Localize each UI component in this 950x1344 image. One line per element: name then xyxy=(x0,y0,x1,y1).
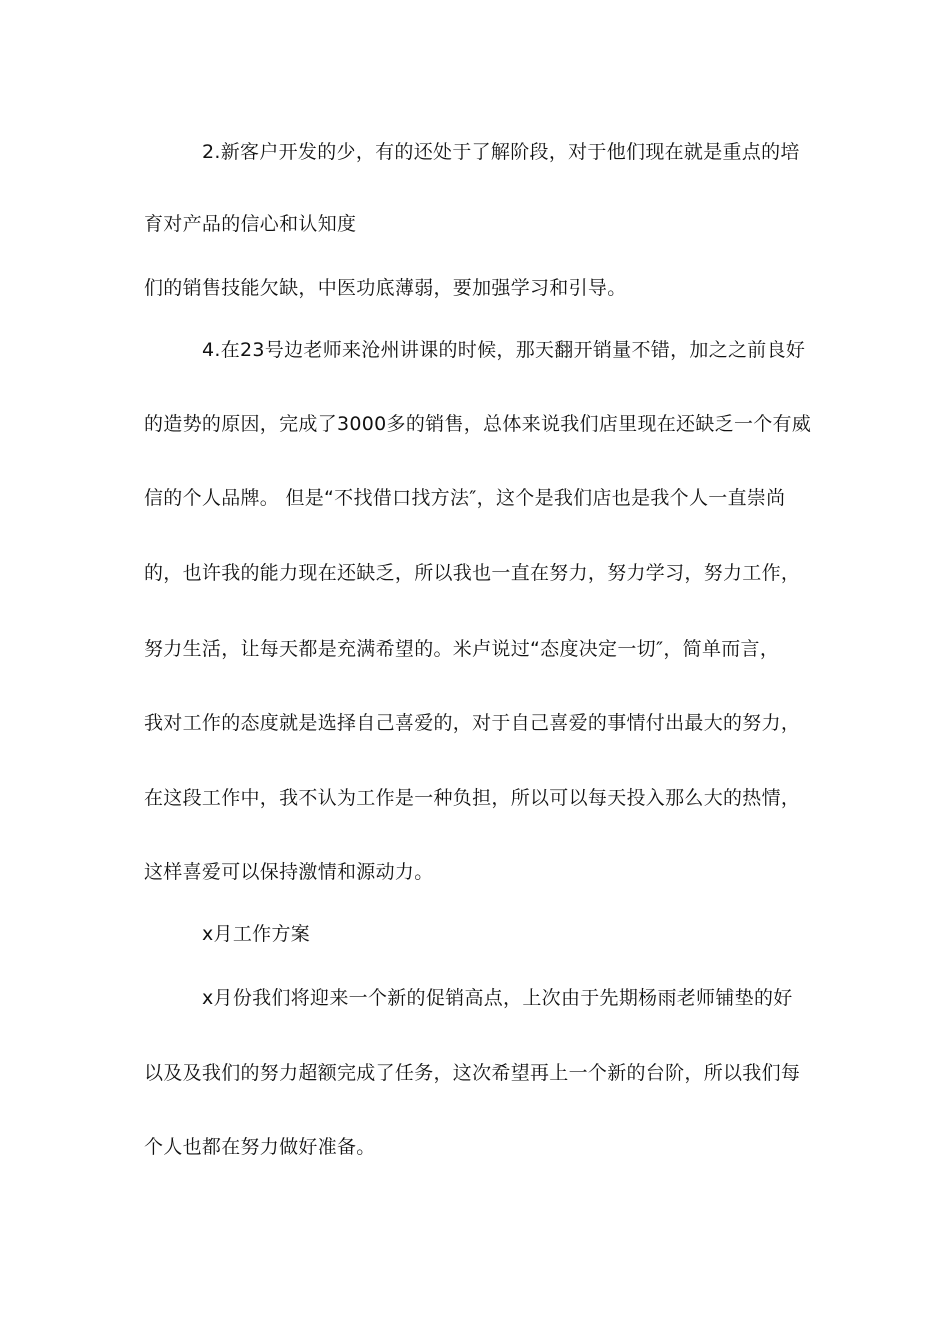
paragraph-line: 在这段工作中，我不认为工作是一种负担，所以可以每天投入那么大的热情， xyxy=(144,787,801,809)
paragraph-line: 以及及我们的努力超额完成了任务，这次希望再上一个新的台阶，所以我们每 xyxy=(144,1062,801,1084)
paragraph-line: 2.新客户开发的少，有的还处于了解阶段，对于他们现在就是重点的培 xyxy=(202,141,800,163)
paragraph-line: 信的个人品牌。 但是“不找借口找方法″，这个是我们店也是我个人一直崇尚 xyxy=(144,487,786,509)
paragraph-line: 的，也许我的能力现在还缺乏，所以我也一直在努力，努力学习，努力工作， xyxy=(144,562,801,584)
paragraph-line: 育对产品的信心和认知度 xyxy=(144,213,357,235)
paragraph-line: 4.在23号边老师来沧州讲课的时候，那天翻开销量不错，加之之前良好 xyxy=(202,339,806,361)
paragraph-line: 的造势的原因，完成了3000多的销售，总体来说我们店里现在还缺乏一个有威 xyxy=(144,413,812,435)
paragraph-line: 努力生活，让每天都是充满希望的。米卢说过“态度决定一切″，简单而言， xyxy=(144,638,780,660)
paragraph-line: 我对工作的态度就是选择自己喜爱的，对于自己喜爱的事情付出最大的努力， xyxy=(144,712,801,734)
section-heading: x月工作方案 xyxy=(202,923,311,945)
paragraph-line: x月份我们将迎来一个新的促销高点，上次由于先期杨雨老师铺垫的好 xyxy=(202,987,793,1009)
paragraph-line: 个人也都在努力做好准备。 xyxy=(144,1136,376,1158)
paragraph-line: 这样喜爱可以保持激情和源动力。 xyxy=(144,861,434,883)
paragraph-line: 们的销售技能欠缺，中医功底薄弱，要加强学习和引导。 xyxy=(144,277,627,299)
